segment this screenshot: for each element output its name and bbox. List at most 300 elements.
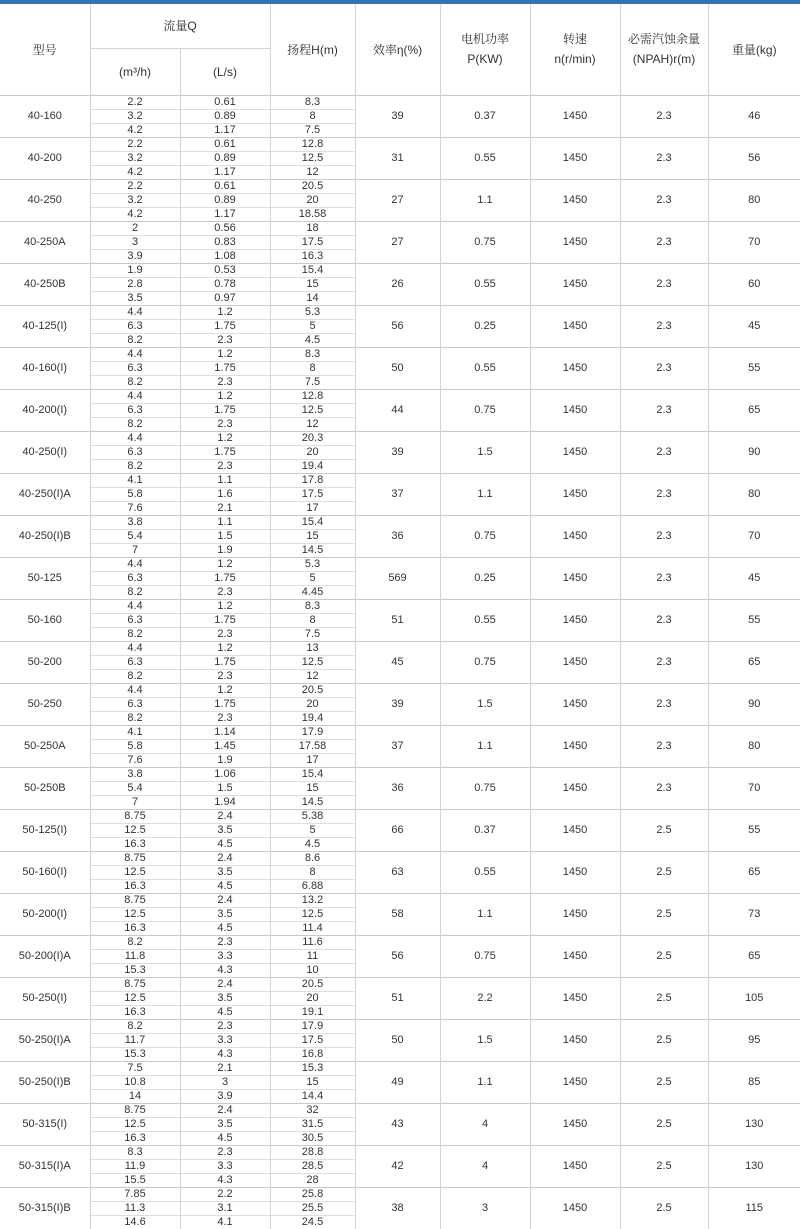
cell-flow-ls: 3.5: [180, 823, 270, 837]
cell-flow-ls: 1.9: [180, 543, 270, 557]
cell-flow-m3h: 8.75: [90, 893, 180, 907]
cell-head: 8.3: [270, 95, 355, 109]
cell-model: 50-250: [0, 683, 90, 725]
cell-power: 1.5: [440, 683, 530, 725]
cell-head: 13.2: [270, 893, 355, 907]
cell-flow-m3h: 6.3: [90, 655, 180, 669]
cell-power: 0.55: [440, 263, 530, 305]
cell-model: 40-200(I): [0, 389, 90, 431]
cell-flow-ls: 0.83: [180, 235, 270, 249]
cell-power: 0.75: [440, 515, 530, 557]
cell-head: 18: [270, 221, 355, 235]
cell-flow-m3h: 4.4: [90, 389, 180, 403]
cell-flow-m3h: 5.8: [90, 739, 180, 753]
cell-npsh: 2.3: [620, 641, 708, 683]
cell-flow-m3h: 3.2: [90, 151, 180, 165]
cell-weight: 105: [708, 977, 800, 1019]
cell-flow-ls: 1.2: [180, 431, 270, 445]
table-row: [0, 767, 800, 781]
cell-speed: 1450: [530, 935, 620, 977]
cell-speed: 1450: [530, 1145, 620, 1187]
cell-flow-m3h: 6.3: [90, 697, 180, 711]
cell-head: 30.5: [270, 1131, 355, 1145]
cell-model: 40-250A: [0, 221, 90, 263]
cell-npsh: 2.3: [620, 557, 708, 599]
cell-efficiency: 56: [355, 935, 440, 977]
cell-flow-ls: 1.5: [180, 781, 270, 795]
cell-head: 5.3: [270, 305, 355, 319]
cell-model: 50-125(I): [0, 809, 90, 851]
col-header-power: [440, 4, 530, 95]
cell-efficiency: 36: [355, 515, 440, 557]
cell-head: 12.8: [270, 137, 355, 151]
cell-head: 14.5: [270, 543, 355, 557]
cell-flow-m3h: 7.6: [90, 501, 180, 515]
col-header-model: 型号: [0, 4, 90, 95]
cell-flow-m3h: 4.4: [90, 347, 180, 361]
cell-head: 10: [270, 963, 355, 977]
cell-model: 50-250(I): [0, 977, 90, 1019]
cell-flow-ls: 3.5: [180, 865, 270, 879]
cell-model: 50-160(I): [0, 851, 90, 893]
cell-flow-ls: 2.3: [180, 1019, 270, 1033]
cell-weight: 80: [708, 725, 800, 767]
cell-flow-ls: 1.75: [180, 445, 270, 459]
cell-model: 40-250: [0, 179, 90, 221]
cell-head: 20: [270, 697, 355, 711]
cell-power: 4: [440, 1145, 530, 1187]
cell-power: 0.75: [440, 221, 530, 263]
table-row: [0, 641, 800, 655]
cell-head: 12.5: [270, 655, 355, 669]
cell-flow-ls: 1.08: [180, 249, 270, 263]
table-row: [0, 347, 800, 361]
cell-flow-ls: 2.4: [180, 893, 270, 907]
cell-head: 19.1: [270, 1005, 355, 1019]
cell-flow-ls: 1.75: [180, 613, 270, 627]
cell-flow-m3h: 7.85: [90, 1187, 180, 1201]
cell-speed: 1450: [530, 305, 620, 347]
cell-head: 19.4: [270, 459, 355, 473]
cell-flow-ls: 1.75: [180, 571, 270, 585]
cell-head: 4.5: [270, 837, 355, 851]
cell-npsh: 2.3: [620, 515, 708, 557]
cell-flow-m3h: 8.3: [90, 1145, 180, 1159]
cell-model: 40-250(I)A: [0, 473, 90, 515]
cell-power: 0.37: [440, 95, 530, 137]
cell-head: 6.88: [270, 879, 355, 893]
cell-npsh: 2.5: [620, 935, 708, 977]
cell-npsh: 2.5: [620, 851, 708, 893]
cell-npsh: 2.3: [620, 599, 708, 641]
cell-power: 1.5: [440, 431, 530, 473]
table-row: [0, 95, 800, 109]
cell-head: 8: [270, 865, 355, 879]
cell-efficiency: 50: [355, 347, 440, 389]
cell-model: 40-160: [0, 95, 90, 137]
cell-power: 1.1: [440, 473, 530, 515]
npsh-header-line1: 必需汽蚀余量: [627, 32, 700, 47]
cell-speed: 1450: [530, 851, 620, 893]
cell-power: 0.75: [440, 935, 530, 977]
cell-flow-ls: 0.78: [180, 277, 270, 291]
cell-flow-m3h: 4.4: [90, 641, 180, 655]
cell-head: 15.4: [270, 767, 355, 781]
cell-model: 50-200: [0, 641, 90, 683]
table-row: [0, 473, 800, 487]
cell-npsh: 2.3: [620, 347, 708, 389]
cell-weight: 46: [708, 95, 800, 137]
cell-flow-ls: 1.17: [180, 165, 270, 179]
cell-flow-m3h: 8.2: [90, 585, 180, 599]
cell-flow-ls: 1.94: [180, 795, 270, 809]
cell-flow-m3h: 2.8: [90, 277, 180, 291]
cell-speed: 1450: [530, 263, 620, 305]
cell-power: 4: [440, 1103, 530, 1145]
cell-flow-m3h: 16.3: [90, 837, 180, 851]
cell-head: 15.3: [270, 1061, 355, 1075]
cell-head: 17.5: [270, 235, 355, 249]
cell-power: 0.55: [440, 851, 530, 893]
cell-head: 5.3: [270, 557, 355, 571]
cell-flow-ls: 2.4: [180, 809, 270, 823]
cell-power: 0.75: [440, 389, 530, 431]
cell-flow-m3h: 3.2: [90, 109, 180, 123]
cell-head: 20.5: [270, 179, 355, 193]
cell-flow-ls: 4.3: [180, 1173, 270, 1187]
cell-flow-m3h: 12.5: [90, 907, 180, 921]
cell-head: 5: [270, 571, 355, 585]
cell-speed: 1450: [530, 179, 620, 221]
cell-flow-m3h: 2.2: [90, 95, 180, 109]
cell-flow-m3h: 8.2: [90, 375, 180, 389]
cell-flow-ls: 2.3: [180, 459, 270, 473]
cell-flow-ls: 1.2: [180, 389, 270, 403]
cell-flow-m3h: 4.2: [90, 207, 180, 221]
cell-flow-ls: 1.6: [180, 487, 270, 501]
cell-head: 5: [270, 823, 355, 837]
cell-efficiency: 31: [355, 137, 440, 179]
cell-power: 0.55: [440, 599, 530, 641]
cell-flow-m3h: 7.5: [90, 1061, 180, 1075]
cell-model: 40-125(I): [0, 305, 90, 347]
cell-weight: 130: [708, 1145, 800, 1187]
cell-speed: 1450: [530, 389, 620, 431]
table-row: [0, 1145, 800, 1159]
cell-head: 5.38: [270, 809, 355, 823]
table-header: [0, 4, 800, 95]
cell-power: 1.1: [440, 725, 530, 767]
cell-npsh: 2.5: [620, 1103, 708, 1145]
cell-head: 11.6: [270, 935, 355, 949]
cell-flow-m3h: 14.6: [90, 1215, 180, 1229]
cell-head: 13: [270, 641, 355, 655]
cell-power: 0.25: [440, 557, 530, 599]
col-header-speed: [530, 4, 620, 95]
cell-power: 0.37: [440, 809, 530, 851]
cell-weight: 115: [708, 1187, 800, 1229]
cell-flow-m3h: 10.8: [90, 1075, 180, 1089]
cell-flow-m3h: 16.3: [90, 879, 180, 893]
cell-efficiency: 63: [355, 851, 440, 893]
cell-model: 40-250(I): [0, 431, 90, 473]
table-row: [0, 599, 800, 613]
cell-speed: 1450: [530, 725, 620, 767]
cell-model: 40-160(I): [0, 347, 90, 389]
cell-speed: 1450: [530, 1061, 620, 1103]
power-header-line1: 电机功率: [460, 32, 509, 47]
cell-head: 14: [270, 291, 355, 305]
cell-weight: 55: [708, 809, 800, 851]
table-row: [0, 1019, 800, 1033]
cell-flow-m3h: 5.8: [90, 487, 180, 501]
cell-flow-m3h: 15.3: [90, 963, 180, 977]
cell-npsh: 2.3: [620, 305, 708, 347]
cell-flow-m3h: 8.2: [90, 711, 180, 725]
col-header-flow-ls: (L/s): [180, 48, 270, 95]
cell-flow-m3h: 14: [90, 1089, 180, 1103]
cell-npsh: 2.3: [620, 725, 708, 767]
table-row: [0, 221, 800, 235]
cell-flow-ls: 1.9: [180, 753, 270, 767]
cell-head: 12: [270, 669, 355, 683]
cell-npsh: 2.5: [620, 1187, 708, 1229]
cell-power: 0.55: [440, 137, 530, 179]
table-row: [0, 1061, 800, 1075]
cell-speed: 1450: [530, 1103, 620, 1145]
cell-flow-m3h: 11.8: [90, 949, 180, 963]
cell-flow-m3h: 11.9: [90, 1159, 180, 1173]
cell-head: 15.4: [270, 515, 355, 529]
cell-head: 12.5: [270, 907, 355, 921]
cell-head: 15: [270, 781, 355, 795]
cell-weight: 55: [708, 347, 800, 389]
cell-flow-m3h: 2.2: [90, 137, 180, 151]
cell-speed: 1450: [530, 137, 620, 179]
cell-head: 17.8: [270, 473, 355, 487]
cell-flow-m3h: 8.2: [90, 935, 180, 949]
cell-flow-m3h: 12.5: [90, 865, 180, 879]
cell-head: 20.3: [270, 431, 355, 445]
cell-efficiency: 39: [355, 95, 440, 137]
cell-flow-ls: 1.75: [180, 697, 270, 711]
cell-weight: 130: [708, 1103, 800, 1145]
cell-flow-ls: 4.5: [180, 837, 270, 851]
cell-flow-ls: 0.97: [180, 291, 270, 305]
cell-flow-m3h: 12.5: [90, 823, 180, 837]
cell-efficiency: 42: [355, 1145, 440, 1187]
cell-head: 8.3: [270, 347, 355, 361]
cell-efficiency: 58: [355, 893, 440, 935]
cell-model: 50-250A: [0, 725, 90, 767]
cell-flow-ls: 2.2: [180, 1187, 270, 1201]
cell-efficiency: 37: [355, 473, 440, 515]
cell-speed: 1450: [530, 1019, 620, 1061]
cell-flow-ls: 1.1: [180, 515, 270, 529]
cell-model: 40-200: [0, 137, 90, 179]
cell-head: 7.5: [270, 627, 355, 641]
cell-head: 15: [270, 529, 355, 543]
cell-flow-ls: 2.4: [180, 1103, 270, 1117]
cell-flow-ls: 1.75: [180, 319, 270, 333]
cell-head: 14.5: [270, 795, 355, 809]
cell-weight: 56: [708, 137, 800, 179]
cell-flow-m3h: 3.8: [90, 767, 180, 781]
cell-flow-m3h: 7: [90, 795, 180, 809]
cell-speed: 1450: [530, 515, 620, 557]
cell-weight: 95: [708, 1019, 800, 1061]
cell-model: 40-250(I)B: [0, 515, 90, 557]
cell-flow-ls: 0.89: [180, 151, 270, 165]
cell-efficiency: 569: [355, 557, 440, 599]
cell-flow-ls: 4.5: [180, 1131, 270, 1145]
cell-flow-m3h: 8.2: [90, 627, 180, 641]
cell-flow-m3h: 6.3: [90, 445, 180, 459]
cell-weight: 65: [708, 851, 800, 893]
cell-power: 2.2: [440, 977, 530, 1019]
cell-head: 17.9: [270, 1019, 355, 1033]
cell-speed: 1450: [530, 641, 620, 683]
cell-flow-m3h: 16.3: [90, 921, 180, 935]
cell-flow-ls: 1.17: [180, 207, 270, 221]
cell-flow-ls: 3.5: [180, 1117, 270, 1131]
cell-weight: 60: [708, 263, 800, 305]
cell-flow-ls: 0.89: [180, 109, 270, 123]
cell-efficiency: 37: [355, 725, 440, 767]
cell-head: 20: [270, 445, 355, 459]
cell-flow-m3h: 4.1: [90, 473, 180, 487]
cell-head: 20: [270, 991, 355, 1005]
cell-efficiency: 51: [355, 599, 440, 641]
cell-model: 50-250B: [0, 767, 90, 809]
cell-flow-ls: 1.14: [180, 725, 270, 739]
cell-npsh: 2.3: [620, 137, 708, 179]
cell-flow-ls: 0.61: [180, 179, 270, 193]
table-row: [0, 515, 800, 529]
cell-head: 20.5: [270, 683, 355, 697]
cell-flow-m3h: 7.6: [90, 753, 180, 767]
cell-speed: 1450: [530, 473, 620, 515]
cell-flow-ls: 4.3: [180, 1047, 270, 1061]
cell-flow-ls: 2.3: [180, 417, 270, 431]
cell-npsh: 2.3: [620, 263, 708, 305]
col-header-flow: 流量Q: [90, 4, 270, 48]
cell-head: 15: [270, 277, 355, 291]
cell-flow-ls: 1.2: [180, 683, 270, 697]
cell-head: 25.8: [270, 1187, 355, 1201]
cell-flow-m3h: 7: [90, 543, 180, 557]
cell-flow-ls: 3.9: [180, 1089, 270, 1103]
cell-flow-m3h: 4.1: [90, 725, 180, 739]
cell-weight: 80: [708, 179, 800, 221]
cell-npsh: 2.5: [620, 809, 708, 851]
cell-model: 50-315(I): [0, 1103, 90, 1145]
cell-efficiency: 44: [355, 389, 440, 431]
cell-flow-ls: 0.61: [180, 137, 270, 151]
cell-flow-m3h: 8.2: [90, 459, 180, 473]
cell-flow-m3h: 4.4: [90, 599, 180, 613]
cell-flow-m3h: 4.4: [90, 683, 180, 697]
cell-head: 16.3: [270, 249, 355, 263]
table-row: [0, 725, 800, 739]
cell-flow-ls: 2.3: [180, 585, 270, 599]
cell-head: 12: [270, 417, 355, 431]
cell-flow-ls: 3: [180, 1075, 270, 1089]
cell-flow-m3h: 8.75: [90, 1103, 180, 1117]
cell-weight: 85: [708, 1061, 800, 1103]
cell-flow-ls: 1.2: [180, 599, 270, 613]
cell-weight: 70: [708, 221, 800, 263]
table-row: [0, 389, 800, 403]
cell-flow-m3h: 16.3: [90, 1131, 180, 1145]
col-header-head: 扬程H(m): [270, 4, 355, 95]
cell-model: 50-160: [0, 599, 90, 641]
cell-flow-ls: 0.61: [180, 95, 270, 109]
cell-flow-m3h: 15.3: [90, 1047, 180, 1061]
cell-flow-ls: 3.5: [180, 991, 270, 1005]
cell-flow-ls: 2.3: [180, 1145, 270, 1159]
cell-flow-m3h: 16.3: [90, 1005, 180, 1019]
cell-flow-m3h: 6.3: [90, 403, 180, 417]
table-row: [0, 683, 800, 697]
cell-flow-m3h: 4.4: [90, 557, 180, 571]
table-row: [0, 179, 800, 193]
cell-flow-m3h: 6.3: [90, 571, 180, 585]
cell-flow-m3h: 8.2: [90, 669, 180, 683]
cell-head: 12.8: [270, 389, 355, 403]
cell-head: 12.5: [270, 403, 355, 417]
cell-flow-ls: 2.3: [180, 669, 270, 683]
cell-npsh: 2.3: [620, 389, 708, 431]
table-row: [0, 977, 800, 991]
cell-efficiency: 56: [355, 305, 440, 347]
table-row: [0, 893, 800, 907]
cell-head: 8: [270, 361, 355, 375]
table-body: [0, 95, 800, 1229]
cell-speed: 1450: [530, 1187, 620, 1229]
cell-flow-ls: 4.5: [180, 879, 270, 893]
cell-flow-ls: 1.2: [180, 641, 270, 655]
cell-flow-ls: 1.5: [180, 529, 270, 543]
cell-weight: 70: [708, 767, 800, 809]
cell-flow-m3h: 8.75: [90, 977, 180, 991]
cell-head: 4.45: [270, 585, 355, 599]
cell-flow-m3h: 4.4: [90, 431, 180, 445]
cell-model: 40-250B: [0, 263, 90, 305]
cell-weight: 65: [708, 641, 800, 683]
cell-npsh: 2.3: [620, 431, 708, 473]
cell-head: 25.5: [270, 1201, 355, 1215]
table-row: [0, 851, 800, 865]
table-row: [0, 137, 800, 151]
cell-flow-m3h: 8.2: [90, 1019, 180, 1033]
cell-power: 0.55: [440, 347, 530, 389]
cell-speed: 1450: [530, 557, 620, 599]
cell-model: 50-250(I)B: [0, 1061, 90, 1103]
cell-weight: 45: [708, 557, 800, 599]
cell-speed: 1450: [530, 599, 620, 641]
cell-speed: 1450: [530, 431, 620, 473]
cell-flow-ls: 2.1: [180, 501, 270, 515]
cell-head: 16.8: [270, 1047, 355, 1061]
cell-flow-ls: 2.3: [180, 711, 270, 725]
cell-head: 8.6: [270, 851, 355, 865]
cell-flow-m3h: 6.3: [90, 361, 180, 375]
cell-head: 11: [270, 949, 355, 963]
cell-head: 17.58: [270, 739, 355, 753]
cell-head: 20: [270, 193, 355, 207]
cell-model: 50-125: [0, 557, 90, 599]
